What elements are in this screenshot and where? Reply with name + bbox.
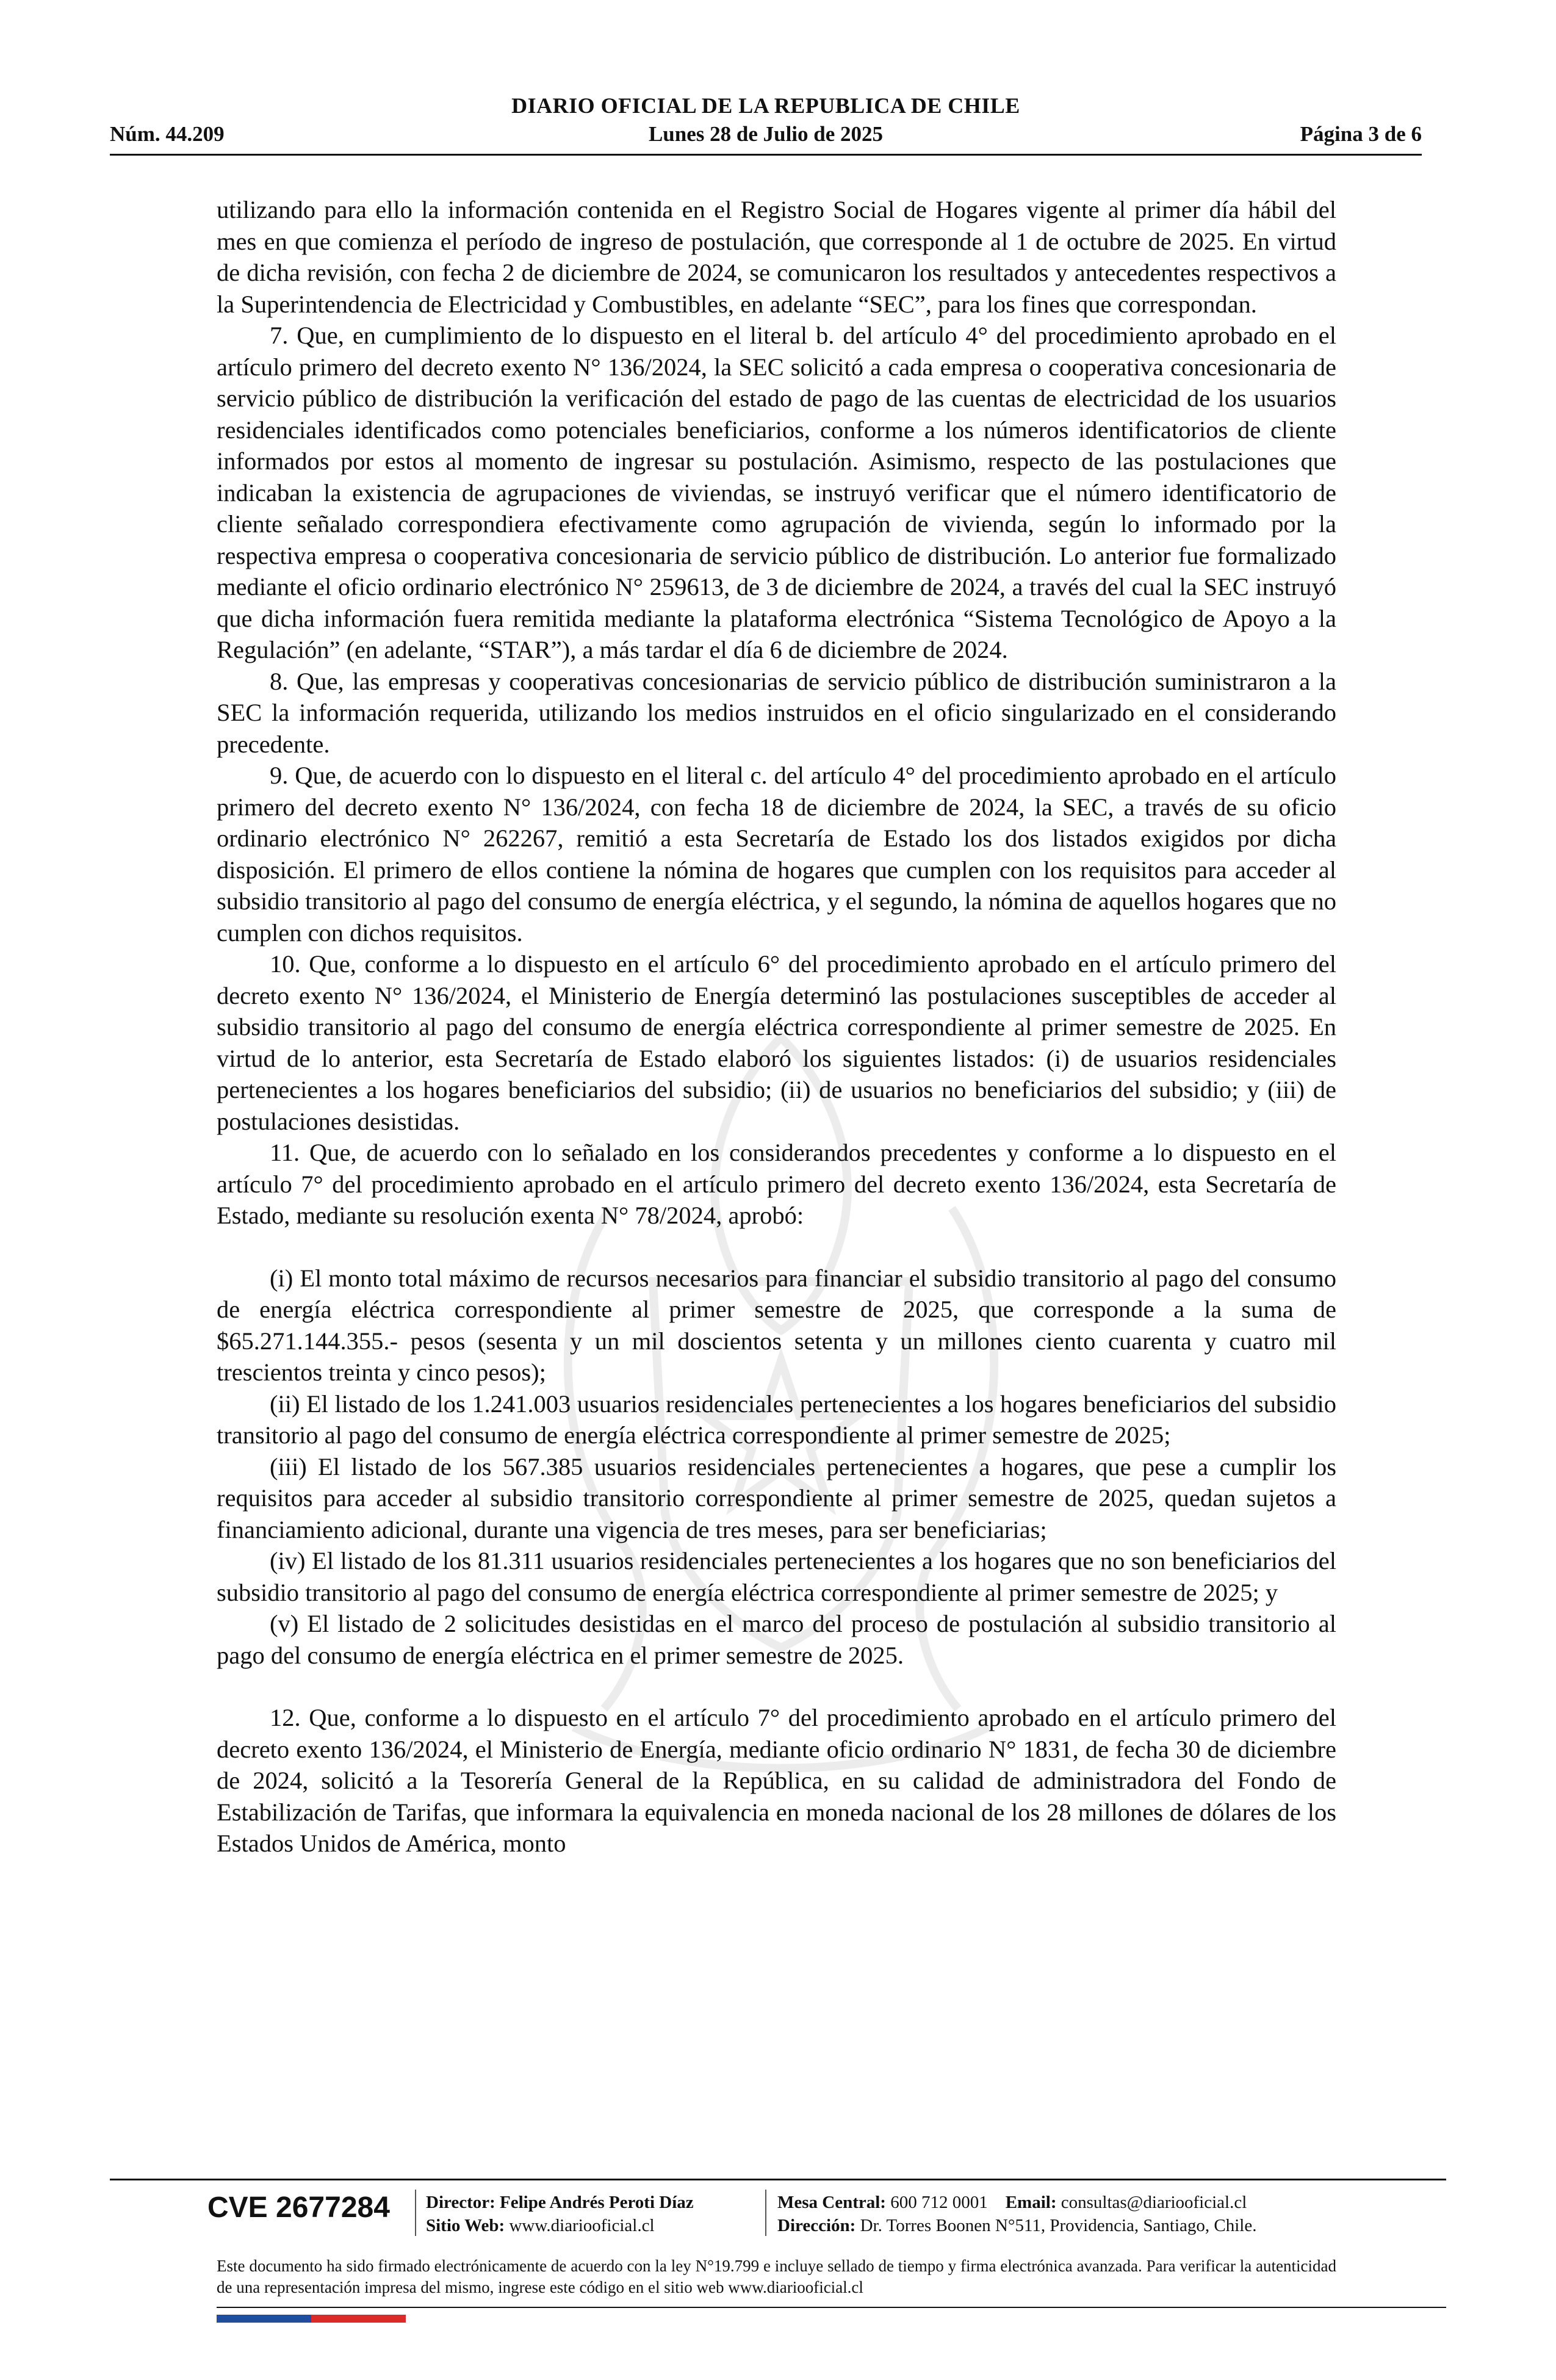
footer-contact-right	[777, 2191, 1256, 2237]
publication-title: DIARIO OFICIAL DE LA REPUBLICA DE CHILE	[511, 93, 1020, 118]
signature-notice: Este documento ha sido firmado electrónicamente de acuerdo con la ley N°19.799 e incluye sellado de tiempo y firma electrónica avanzada. Para verificar la autenticidad de una representación impresa del mismo, ingrese este código en el sitio web www.diariooficial.cl	[217, 2257, 1336, 2296]
list-item-v: (v) El listado de 2 solicitudes desistidas en el marco del proceso de postulación al subsidio transitorio al pago del consumo de energía eléctrica en el primer semestre de 2025.	[217, 1610, 1336, 1669]
issue-number: Núm. 44.209	[110, 122, 225, 146]
spacer	[217, 1671, 1336, 1702]
footer-separator	[765, 2190, 766, 2236]
director-name: Felipe Andrés Peroti Díaz	[500, 2193, 694, 2212]
footer-separator	[415, 2190, 416, 2236]
list-item-ii: (ii) El listado de los 1.241.003 usuarios residenciales pertenecientes a los hogares beneficiarios del subsidio transitorio al pago del consumo de energía eléctrica correspondiente al primer semestre de 2025;	[217, 1390, 1336, 1449]
email-link[interactable]: consultas@diariooficial.cl	[1061, 2193, 1247, 2212]
considerando-9: 9. Que, de acuerdo con lo dispuesto en el literal c. del artículo 4° del procedimiento aprobado en el artículo primero del decreto exento N° 136/2024, con fecha 18 de diciembre de 2024, la SEC, a través de su oficio ordinario electrónico N° 262267, remitió a esta Secretaría de Estado los dos listados exigidos por dicha disposición. El primero de ellos contiene la nómina de hogares que cumplen con los requisitos para acceder al subsidio transitorio al pago del consumo de energía eléctrica, y el segundo, la nómina de aquellos hogares que no cumplen con dichos requisitos.	[217, 762, 1336, 947]
flag-stripe-blue	[217, 2315, 311, 2323]
considerando-10: 10. Que, conforme a lo dispuesto en el artículo 6° del procedimiento aprobado en el artículo primero del decreto exento N° 136/2024, el Ministerio de Energía determinó las postulaciones susceptibles de acceder al subsidio transitorio al pago del consumo de energía eléctrica correspondiente al primer semestre de 2025. En virtud de lo anterior, esta Secretaría de Estado elaboró los siguientes listados: (i) de usuarios residenciales pertenecientes a los hogares beneficiarios del subsidio; (ii) de usuarios no beneficiarios del subsidio; y (iii) de postulaciones desistidas.	[217, 950, 1336, 1135]
document-body	[217, 194, 1336, 1859]
mesa-central-label: Mesa Central:	[777, 2193, 886, 2212]
website-label: Sitio Web:	[426, 2216, 505, 2235]
list-item-i: (i) El monto total máximo de recursos necesarios para financiar el subsidio transitorio al pago del consumo de energía eléctrica correspondiente al primer semestre de 2025, que corresponde a la suma de $65.271.144.355.- pesos (sesenta y un mil doscientos setenta y un millones ciento cuarenta y cuatro mil trescientos treinta y cinco pesos);	[217, 1264, 1336, 1386]
flag-stripe-red	[311, 2315, 406, 2323]
footer-contact-left	[426, 2191, 694, 2237]
website-link[interactable]: www.diariooficial.cl	[509, 2216, 655, 2235]
address-value: Dr. Torres Boonen N°511, Providencia, Santiago, Chile.	[860, 2216, 1257, 2235]
issue-date: Lunes 28 de Julio de 2025	[648, 122, 884, 146]
director-label: Director:	[426, 2193, 495, 2212]
list-item-iv: (iv) El listado de los 81.311 usuarios residenciales pertenecientes a los hogares que no son beneficiarios del subsidio transitorio al pago del consumo de energía eléctrica correspondiente al primer semestre de 2025; y	[217, 1547, 1336, 1606]
page-indicator: Página 3 de 6	[1300, 122, 1422, 146]
footer-bottom-divider	[217, 2307, 1446, 2308]
considerando-12: 12. Que, conforme a lo dispuesto en el artículo 7° del procedimiento aprobado en el artículo primero del decreto exento 136/2024, el Ministerio de Energía, mediante oficio ordinario N° 1831, de fecha 30 de diciembre de 2024, solicitó a la Tesorería General de la República, en su calidad de administradora del Fondo de Estabilización de Tarifas, que informara la equivalencia en moneda nacional de los 28 millones de dólares de los Estados Unidos de América, monto	[217, 1704, 1336, 1857]
considerando-7: 7. Que, en cumplimiento de lo dispuesto en el literal b. del artículo 4° del procedimiento aprobado en el artículo primero del decreto exento N° 136/2024, la SEC solicitó a cada empresa o cooperativa concesionaria de servicio público de distribución la verificación del estado de pago de las cuentas de electricidad de los usuarios residenciales identificados como potenciales beneficiarios, conforme a los números identificatorios de cliente informados por estos al momento de ingresar su postulación. Asimismo, respecto de las postulaciones que indicaban la existencia de agrupaciones de viviendas, se instruyó verificar que el número identificatorio de cliente señalado correspondiera efectivamente como agrupación de vivienda, según lo informado por la respectiva empresa o cooperativa concesionaria de servicio público de distribución. Lo anterior fue formalizado mediante el oficio ordinario electrónico N° 259613, de 3 de diciembre de 2024, a través del cual la SEC instruyó que dicha información fuera remitida mediante la plataforma electrónica “Sistema Tecnológico de Apoyo a la Regulación” (en adelante, “STAR”), a más tardar el día 6 de diciembre de 2024.	[217, 322, 1336, 663]
header-divider	[110, 154, 1422, 156]
footer-divider	[110, 2179, 1446, 2180]
mesa-central-phone: 600 712 0001	[890, 2193, 988, 2212]
cve-code: CVE 2677284	[207, 2191, 390, 2224]
email-label: Email:	[1005, 2193, 1057, 2212]
page-header	[110, 93, 1422, 154]
considerando-11: 11. Que, de acuerdo con lo señalado en los considerandos precedentes y conforme a lo dispuesto en el artículo 7° del procedimiento aprobado en el artículo primero del decreto exento 136/2024, esta Secretaría de Estado, mediante su resolución exenta N° 78/2024, aprobó:	[217, 1139, 1336, 1229]
paragraph-continuation: utilizando para ello la información contenida en el Registro Social de Hogares vigente al primer día hábil del mes en que comienza el período de ingreso de postulación, que corresponde al 1 de octubre de 2025. En virtud de dicha revisión, con fecha 2 de diciembre de 2024, se comunicaron los resultados y antecedentes respectivos a la Superintendencia de Electricidad y Combustibles, en adelante “SEC”, para los fines que correspondan.	[217, 196, 1336, 318]
list-item-iii: (iii) El listado de los 567.385 usuarios residenciales pertenecientes a hogares, que pese a cumplir los requisitos para acceder al subsidio transitorio correspondiente al primer semestre de 2025, quedan sujetos a financiamiento adicional, durante una vigencia de tres meses, para ser beneficiarias;	[217, 1452, 1336, 1543]
considerando-8: 8. Que, las empresas y cooperativas concesionarias de servicio público de distribución suministraron a la SEC la información requerida, utilizando los medios instruidos en el oficio singularizado en el considerando precedente.	[217, 667, 1336, 758]
address-label: Dirección:	[777, 2216, 856, 2235]
spacer	[217, 1231, 1336, 1263]
